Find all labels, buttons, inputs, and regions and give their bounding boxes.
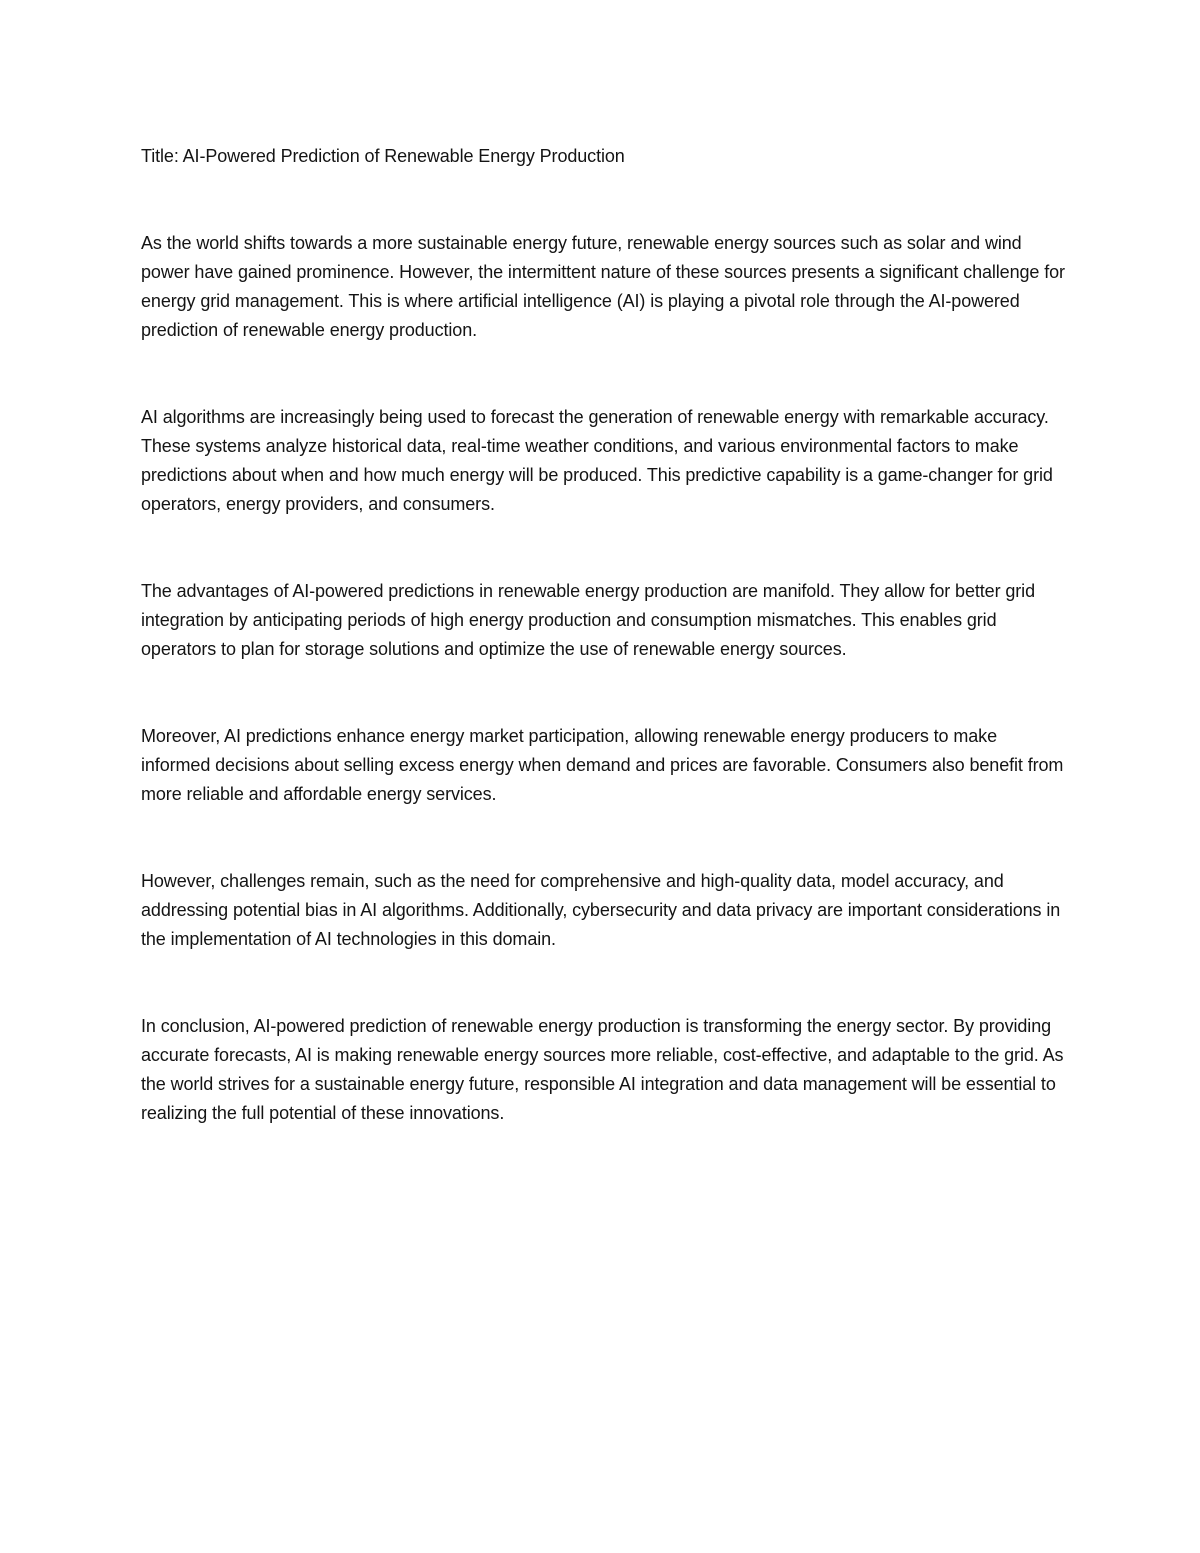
paragraph-challenges: However, challenges remain, such as the need for comprehensive and high-quality data, model accuracy, and addressing potential bias in AI algorithms. Additionally, cybersecurity and data privacy are important considerations in the implementation of AI technologies in this domain. [141,871,1061,949]
paragraph-market: Moreover, AI predictions enhance energy market participation, allowing renewable energy producers to make informed decisions about selling excess energy when demand and prices are favorable. Consumers also benefit from more reliable and affordable energy services. [141,726,1064,804]
document-body [141,142,1071,1128]
document-title: Title: AI-Powered Prediction of Renewable Energy Production [141,146,625,166]
paragraph-algorithms: AI algorithms are increasingly being used to forecast the generation of renewable energy with remarkable accuracy. These systems analyze historical data, real-time weather conditions, and various environmental factors to make predictions about when and how much energy will be produced. This predictive capability is a game-changer for grid operators, energy providers, and consumers. [141,407,1053,514]
paragraph-intro: As the world shifts towards a more sustainable energy future, renewable energy sources such as solar and wind power have gained prominence. However, the intermittent nature of these sources presents a significant challenge for energy grid management. This is where artificial intelligence (AI) is playing a pivotal role through the AI-powered prediction of renewable energy production. [141,233,1065,340]
paragraph-advantages: The advantages of AI-powered predictions in renewable energy production are manifold. They allow for better grid integration by anticipating periods of high energy production and consumption mismatches. This enables grid operators to plan for storage solutions and optimize the use of renewable energy sources. [141,581,1035,659]
paragraph-conclusion: In conclusion, AI-powered prediction of renewable energy production is transforming the energy sector. By providing accurate forecasts, AI is making renewable energy sources more reliable, cost-effective, and adaptable to the grid. As the world strives for a sustainable energy future, responsible AI integration and data management will be essential to realizing the full potential of these innovations. [141,1016,1064,1123]
